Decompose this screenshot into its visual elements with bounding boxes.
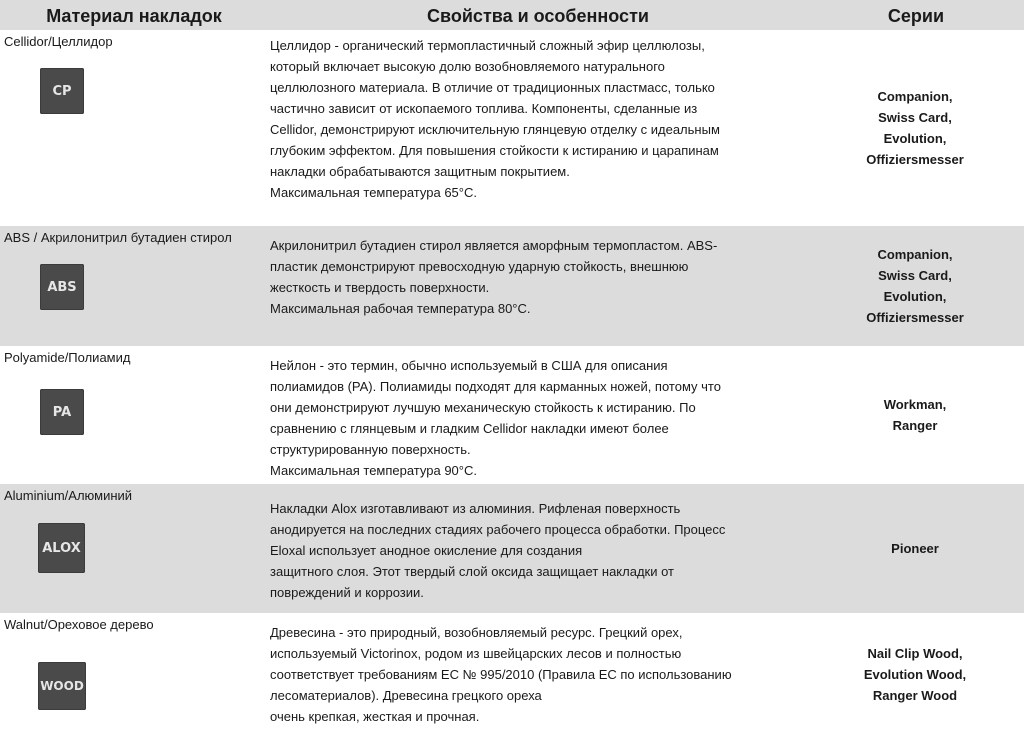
description-line: Акрилонитрил бутадиен стирол является аморфным термопластом. ABS-: [270, 238, 718, 253]
description-line: сравнению с глянцевым и гладким Cellidor накладки имеют более: [270, 421, 669, 436]
series-item: Ranger: [892, 418, 938, 433]
description-line: целлюлозного материала. В отличие от традиционных пластмасс, только: [270, 80, 715, 95]
description-line: Cellidor, демонстрируют исключительную глянцевую отделку с идеальным: [270, 122, 720, 137]
description-line: очень крепкая, жесткая и прочная.: [270, 709, 480, 724]
table-row: [0, 613, 1024, 735]
series-item: Nail Clip Wood,: [867, 645, 963, 661]
description-line: полиамидов (PA). Полиамиды подходят для карманных ножей, потому что: [270, 379, 721, 394]
material-badge-icon: ALOX: [38, 523, 85, 573]
header-properties: Свойства и особенности: [427, 6, 649, 26]
material-badge-icon: ABS: [40, 264, 84, 310]
material-description: [270, 355, 800, 481]
description-line: жесткость и твердость поверхности.: [270, 280, 490, 295]
description-line: лесоматериалов). Древесина грецкого ореха: [270, 688, 542, 703]
description-line: используемый Victorinox, родом из швейцарских лесов и полностью: [270, 646, 682, 661]
description-line: защитного слоя. Этот твердый слой оксида защищает накладки от: [270, 564, 675, 579]
series-list: [808, 613, 1022, 735]
description-line: Eloxal использует анодное окисление для создания: [270, 543, 583, 558]
series-item: Companion,: [877, 89, 953, 104]
material-name: Aluminium/Алюминий: [4, 488, 133, 503]
series-list: [808, 484, 1022, 613]
material-description: [270, 235, 800, 319]
material-badge-icon: CP: [40, 68, 84, 114]
series-list: [808, 226, 1022, 346]
series-item: Pioneer: [891, 541, 939, 556]
series-item: Offiziersmesser: [866, 310, 964, 325]
series-list: [808, 346, 1022, 484]
series-list: [808, 30, 1022, 226]
description-line: накладки обрабатываются защитным покрытием.: [270, 164, 570, 179]
description-line: повреждений и коррозии.: [270, 585, 424, 600]
description-line: Максимальная температура 90°C.: [270, 463, 477, 478]
material-badge-icon: PA: [40, 389, 84, 435]
description-line: частично зависит от ископаемого топлива. Компоненты, сделанные из: [270, 101, 698, 116]
description-line: они демонстрируют лучшую механическую стойкость к истиранию. По: [270, 400, 696, 415]
series-item: Evolution Wood,: [863, 666, 967, 682]
description-line: Целлидор - органический термопластичный сложный эфир целлюлозы,: [270, 38, 705, 53]
material-badge-icon: WOOD: [38, 662, 86, 710]
series-item: Evolution,: [883, 289, 947, 304]
series-item: Workman,: [883, 397, 947, 412]
description-line: который включает высокую долю возобновляемого натурального: [270, 59, 665, 74]
description-line: глубоким эффектом. Для повышения стойкости к истиранию и царапинам: [270, 143, 719, 158]
description-line: соответствует требованиям ЕС № 995/2010 (Правила ЕС по использованию: [270, 667, 732, 682]
table-row: [0, 30, 1024, 226]
series-item: Companion,: [877, 247, 953, 262]
table-row: [0, 226, 1024, 346]
material-name: Cellidor/Целлидор: [4, 34, 113, 49]
series-item: Swiss Card,: [878, 110, 952, 125]
material-name: Walnut/Ореховое дерево: [4, 617, 154, 632]
description-line: анодируется на последних стадиях рабочего процесса обработки. Процесс: [270, 522, 726, 537]
table-row: [0, 346, 1024, 484]
material-description: [270, 622, 800, 727]
description-line: Нейлон - это термин, обычно используемый в США для описания: [270, 358, 668, 373]
table-header: [0, 0, 1024, 30]
description-line: пластик демонстрируют превосходную ударную стойкость, внешнюю: [270, 259, 689, 274]
header-material: Материал накладок: [46, 6, 222, 26]
description-line: структурированную поверхность.: [270, 442, 471, 457]
table-row: [0, 484, 1024, 613]
material-name: ABS / Акрилонитрил бутадиен стирол: [4, 230, 232, 245]
series-item: Evolution,: [883, 131, 947, 146]
material-description: [270, 35, 800, 203]
description-line: Древесина - это природный, возобновляемый ресурс. Грецкий орех,: [270, 625, 683, 640]
description-line: Максимальная температура 65°C.: [270, 185, 477, 200]
series-item: Offiziersmesser: [866, 152, 964, 167]
series-item: Swiss Card,: [878, 268, 952, 283]
material-name: Polyamide/Полиамид: [4, 350, 131, 365]
header-series: Серии: [887, 6, 945, 26]
material-description: [270, 498, 800, 603]
description-line: Максимальная рабочая температура 80°C.: [270, 301, 531, 316]
description-line: Накладки Alox изготавливают из алюминия. Рифленая поверхность: [270, 501, 681, 516]
series-item: Ranger Wood: [872, 687, 958, 703]
